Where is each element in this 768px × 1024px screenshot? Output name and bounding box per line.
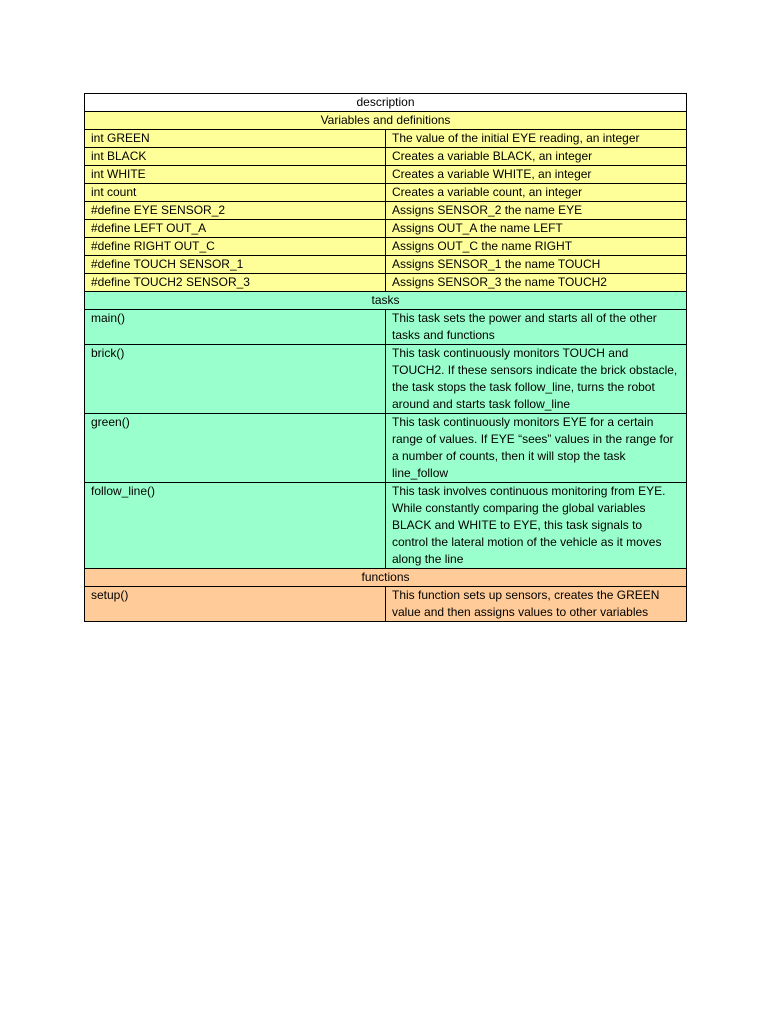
variable-name: #define LEFT OUT_A: [85, 220, 386, 238]
variables-header-row: [85, 112, 687, 130]
function-name: setup(): [85, 587, 386, 622]
tasks-header-row: [85, 292, 687, 310]
table-row: [85, 184, 687, 202]
description-table: [84, 93, 687, 622]
variable-description: Creates a variable WHITE, an integer: [386, 166, 687, 184]
task-name: follow_line(): [85, 483, 386, 569]
table-row: [85, 414, 687, 483]
functions-header-row: [85, 569, 687, 587]
task-description: This task sets the power and starts all of the other tasks and functions: [386, 310, 687, 345]
variable-name: int WHITE: [85, 166, 386, 184]
table-row: [85, 274, 687, 292]
variable-description: The value of the initial EYE reading, an integer: [386, 130, 687, 148]
variable-name: #define EYE SENSOR_2: [85, 202, 386, 220]
table-row: [85, 130, 687, 148]
table-row: [85, 148, 687, 166]
task-name: brick(): [85, 345, 386, 414]
tasks-section-header: tasks: [85, 292, 687, 310]
table-row: [85, 238, 687, 256]
variable-description: Assigns SENSOR_2 the name EYE: [386, 202, 687, 220]
table-row: [85, 256, 687, 274]
variable-name: int count: [85, 184, 386, 202]
table-row: [85, 345, 687, 414]
table-row: [85, 310, 687, 345]
table-row: [85, 220, 687, 238]
variable-description: Assigns SENSOR_1 the name TOUCH: [386, 256, 687, 274]
variable-name: int GREEN: [85, 130, 386, 148]
task-description: This task continuously monitors TOUCH and TOUCH2. If these sensors indicate the brick obstacle, the task stops the task follow_line, turns the robot around and starts task follow_line: [386, 345, 687, 414]
variable-description: Assigns SENSOR_3 the name TOUCH2: [386, 274, 687, 292]
table-row: [85, 483, 687, 569]
variable-name: int BLACK: [85, 148, 386, 166]
task-description: This task continuously monitors EYE for a certain range of values. If EYE “sees” values in the range for a number of counts, then it will stop the task line_follow: [386, 414, 687, 483]
task-name: main(): [85, 310, 386, 345]
table-row: [85, 587, 687, 622]
variable-name: #define TOUCH2 SENSOR_3: [85, 274, 386, 292]
function-description: This function sets up sensors, creates the GREEN value and then assigns values to other variables: [386, 587, 687, 622]
table-title: description: [85, 94, 687, 112]
variable-description: Assigns OUT_C the name RIGHT: [386, 238, 687, 256]
variable-name: #define RIGHT OUT_C: [85, 238, 386, 256]
variables-section-header: Variables and definitions: [85, 112, 687, 130]
variable-description: Creates a variable BLACK, an integer: [386, 148, 687, 166]
variable-description: Assigns OUT_A the name LEFT: [386, 220, 687, 238]
table-row: [85, 166, 687, 184]
variable-name: #define TOUCH SENSOR_1: [85, 256, 386, 274]
table-title-row: [85, 94, 687, 112]
table-row: [85, 202, 687, 220]
functions-section-header: functions: [85, 569, 687, 587]
task-description: This task involves continuous monitoring from EYE. While constantly comparing the global variables BLACK and WHITE to EYE, this task signals to control the lateral motion of the vehicle as it moves along the line: [386, 483, 687, 569]
task-name: green(): [85, 414, 386, 483]
variable-description: Creates a variable count, an integer: [386, 184, 687, 202]
